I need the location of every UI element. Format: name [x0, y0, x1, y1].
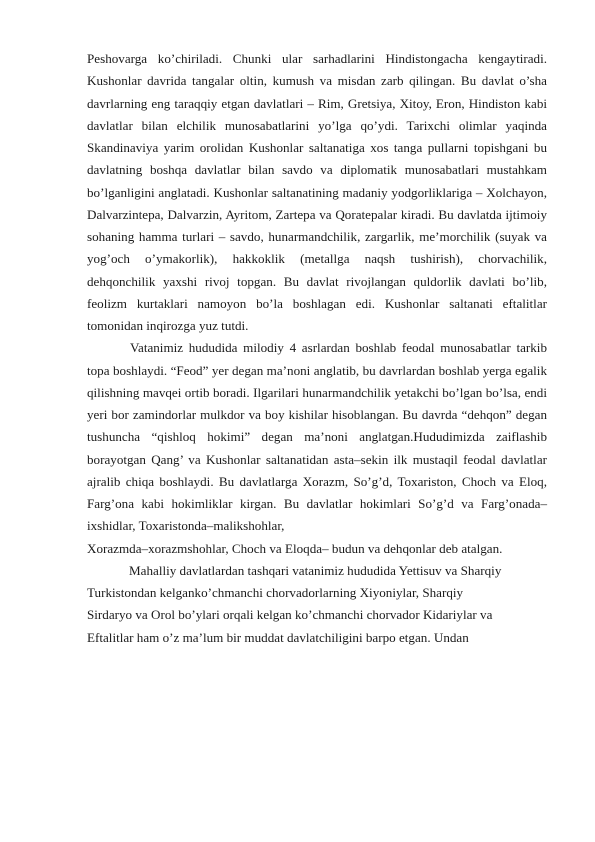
text-line-sirdaryo: Sirdaryo va Orol bo’ylari orqali kelgan ko’chmanchi chorvador Kidariylar va — [87, 607, 493, 623]
paragraph-feudal-relations: Vatanimiz hududida milodiy 4 asrlardan boshlab feodal munosabatlar tarkib topa boshlaydi. “Feod” yer degan ma’noni anglatib, bu davrlardan boshlab yerga egalik qilishning mavqei ortib boradi. Ilgarilari hunarmandchilik yetakchi bo’lgan bo’lsa, endi yeri bor zamindorlar mulkdor va boy kishilar hisoblangan. Bu davrda “dehqon” degan tushuncha “qishloq hokimi” degan ma’noni anglatgan.Hududimizda zaiflashib borayotgan Qang’ va Kushonlar saltanatidan asta–sekin ilk mustaqil feodal davlatlar ajralib chiqa boshlaydi. Bu davlatlarga Xorazm, So’g’d, Toxariston, Choch va Eloq, Farg’ona kabi hokimliklar kirgan. Bu davlatlar hokimlari So’g’d va Farg’onada– ixshidlar, Toxaristonda–malikshohlar, — [87, 340, 547, 534]
text-line-local-states: Mahalliy davlatlardan tashqari vatanimiz hududida Yettisuv va Sharqiy — [129, 562, 502, 578]
document-page — [87, 48, 547, 649]
text-line-turkistan: Turkistondan kelganko’chmanchi chorvadorlarning Xiyoniylar, Sharqiy — [87, 585, 464, 600]
text-line-xorazm: Xorazmda–xorazmshohlar, Choch va Eloqda– budun va dehqonlar deb atalgan. — [87, 540, 503, 556]
paragraph-kushon-empire: Peshovarga ko’chiriladi. Chunki ular sarhadlarini Hindistongacha kengaytiradi. Kushonlar davrida tangalar oltin, kumush va misdan zarb qilingan. Bu davlat o’sha davrlarning eng taraqqiy etgan davlatlari – Rim, Gretsiya, Xitoy, Eron, Hindiston kabi davlatlar bilan elchilik munosabatlarini yo’lga qo’ydi. Tarixchi olimlar yaqinda Skandinaviya yarim orolidan Kushonlar saltanatiga xos tanga pullarni topishgani bu davlatning boshqa davlatlar bilan savdo va diplomatik munosabatlari mustahkam bo’lganligini anglatadi. Kushonlar saltanatining madaniy yodgorliklariga – Xolchayon, Dalvarzintepa, Dalvarzin, Ayritom, Zartepa va Qoratepalar kiradi. Bu davlatda ijtimoiy sohaning hamma turlari – savdo, hunarmandchilik, zargarlik, me’morchilik (suyak va yog’och o’ymakorlik), hakkoklik (metallga naqsh tushirish), chorvachilik, dehqonchilik yaxshi rivoj topgan. Bu davlat rivojlangan quldorlik davlati bo’lib, feolizm kurtaklari namoyon bo’la boshlagan edi. Kushonlar saltanati eftalitlar tomonidan inqirozga yuz tutdi. — [87, 51, 547, 333]
text-line-eftalitlar: Eftalitlar ham o’z ma’lum bir muddat davlatchiligini barpo etgan. Undan — [87, 629, 469, 645]
